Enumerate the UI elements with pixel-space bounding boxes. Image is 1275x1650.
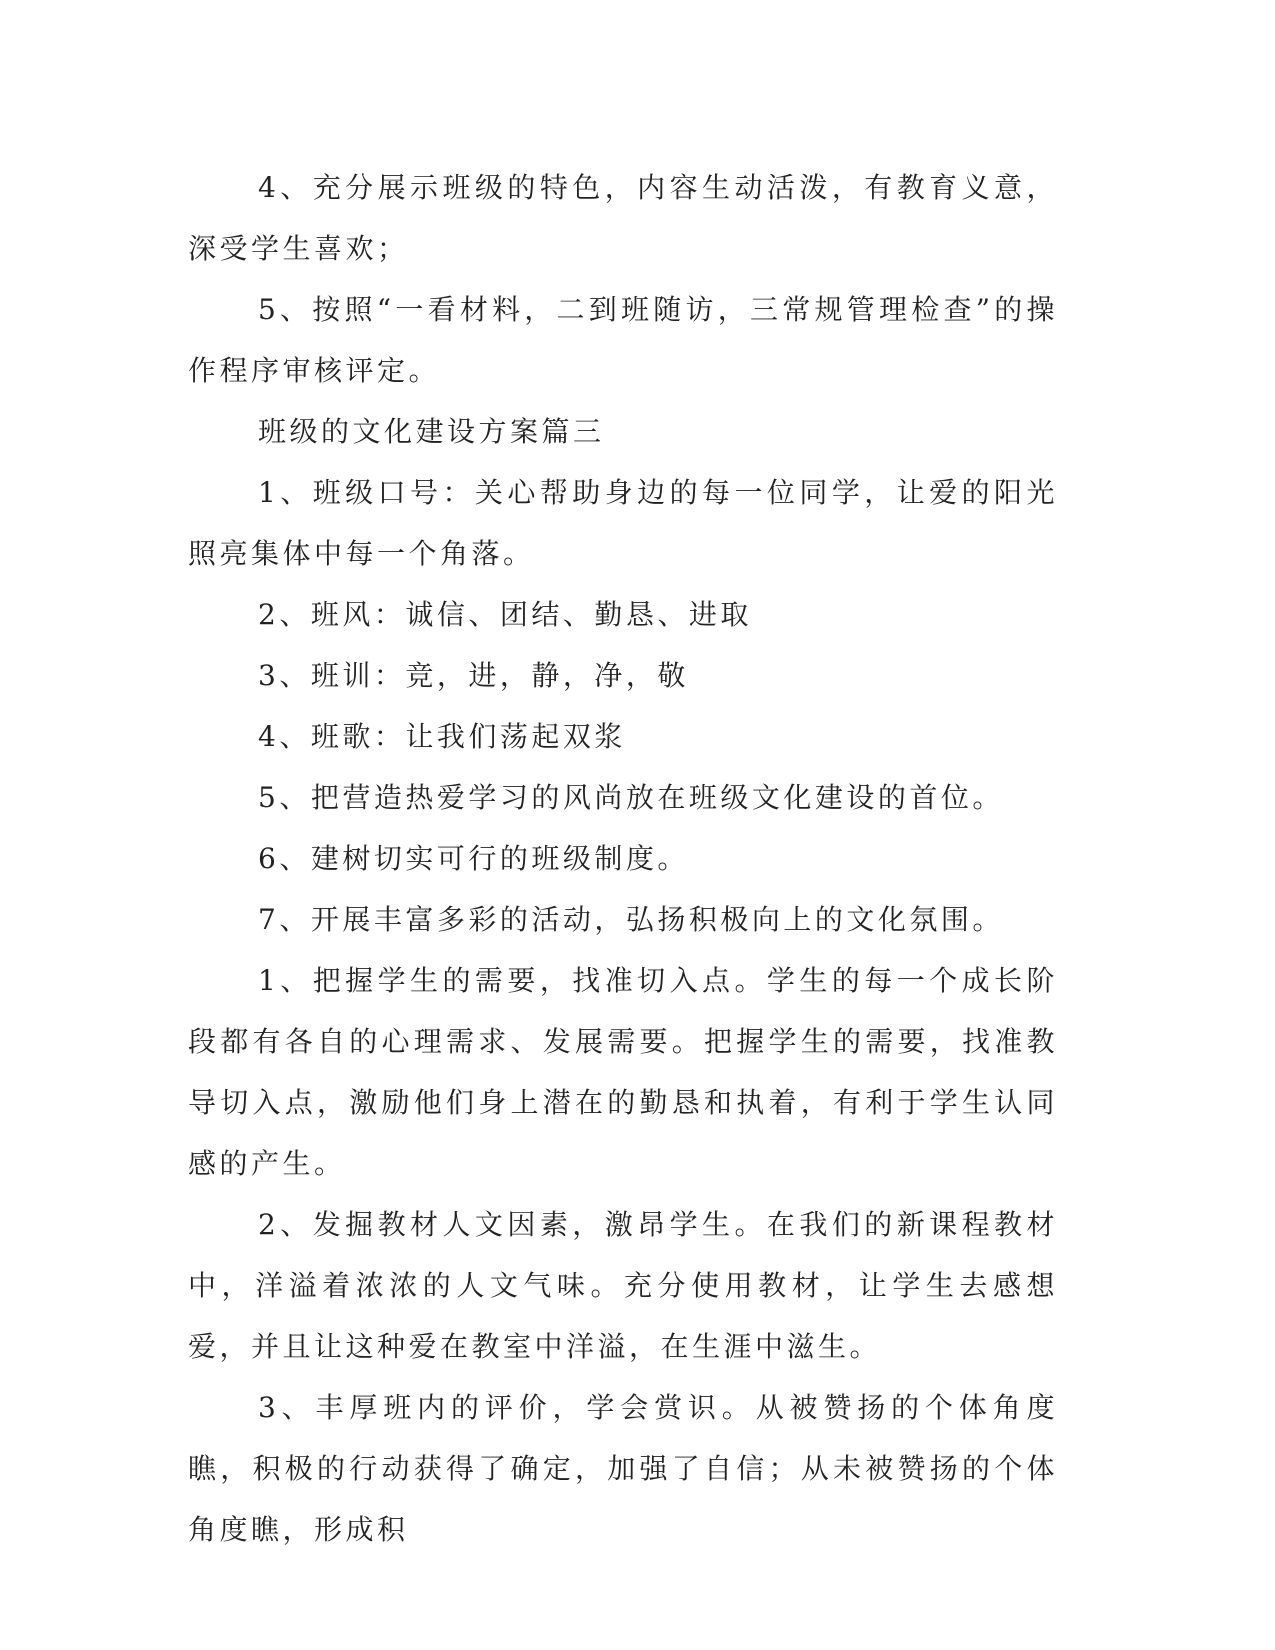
paragraph-textbook-humanities: 2、发掘教材人文因素，激昂学生。在我们的新课程教材中，洋溢着浓浓的人文气味。充分使用教材，让学生去感想爱，并且让这种爱在教室中洋溢，在生涯中滋生。 bbox=[188, 1208, 1058, 1363]
paragraph-class-motto: 3、班训：竞，进，静，净，敬 bbox=[258, 659, 689, 692]
paragraph-class-slogan: 1、班级口号：关心帮助身边的每一位同学，让爱的阳光照亮集体中每一个角落。 bbox=[188, 476, 1058, 570]
paragraph-class-evaluation: 3、丰厚班内的评价，学会赏识。从被赞扬的个体角度瞧，积极的行动获得了确定，加强了自信；从未被赞扬的个体角度瞧，形成积 bbox=[188, 1391, 1058, 1546]
paragraph-item-4-feature: 4、充分展示班级的特色，内容生动活泼，有教育义意，深受学生喜欢； bbox=[188, 171, 1058, 265]
paragraph-class-style: 2、班风：诚信、团结、勤恳、进取 bbox=[258, 598, 752, 631]
paragraph-learning-culture: 5、把营造热爱学习的风尚放在班级文化建设的首位。 bbox=[258, 781, 1004, 814]
paragraph-activities: 7、开展丰富多彩的活动，弘扬积极向上的文化氛围。 bbox=[258, 903, 1004, 936]
document-page bbox=[188, 157, 1058, 1560]
paragraph-class-song: 4、班歌：让我们荡起双浆 bbox=[258, 720, 626, 753]
paragraph-item-5-review: 5、按照“一看材料，二到班随访，三常规管理检查”的操作程序审核评定。 bbox=[188, 293, 1058, 387]
paragraph-class-system: 6、建树切实可行的班级制度。 bbox=[258, 842, 689, 875]
section-heading: 班级的文化建设方案篇三 bbox=[258, 415, 605, 448]
paragraph-student-needs: 1、把握学生的需要，找准切入点。学生的每一个成长阶段都有各自的心理需求、发展需要。把握学生的需要，找准教导切入点，激励他们身上潜在的勤恳和执着，有利于学生认同感的产生。 bbox=[188, 964, 1058, 1180]
